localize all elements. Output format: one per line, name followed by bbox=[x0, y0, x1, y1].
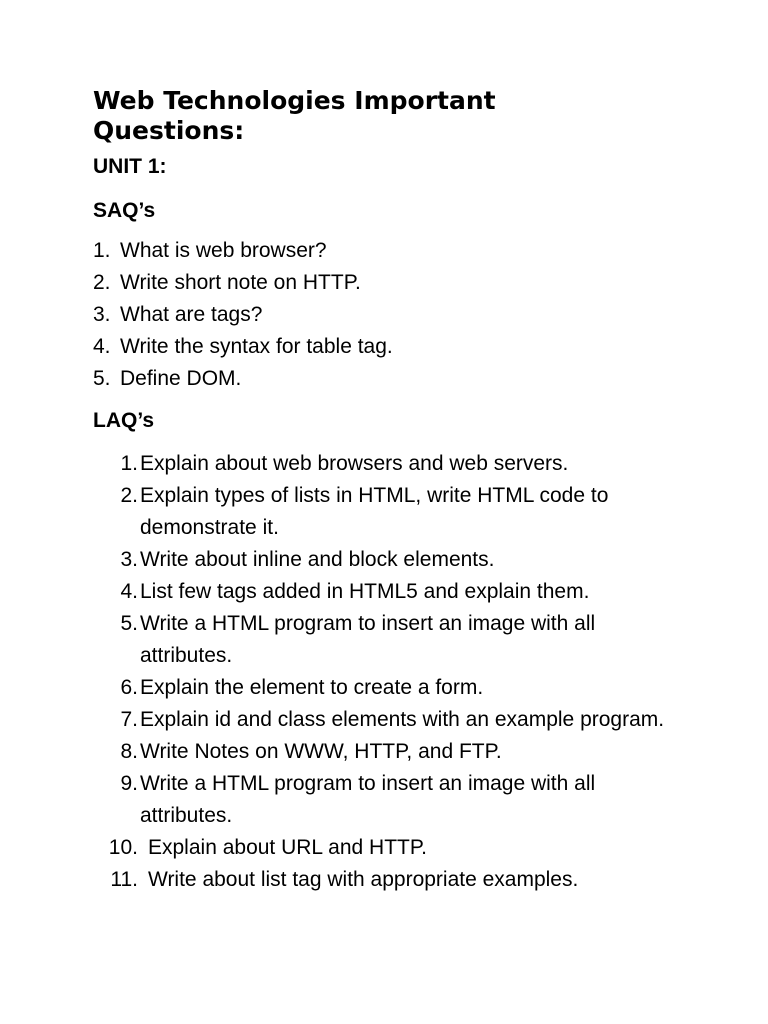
item-number: 10. bbox=[108, 836, 138, 859]
item-text: What are tags? bbox=[120, 303, 263, 326]
item-number: 2. bbox=[120, 484, 138, 507]
item-number: 9. bbox=[120, 772, 138, 795]
item-text: Write short note on HTTP. bbox=[120, 271, 361, 294]
item-text: Explain types of lists in HTML, write HTML code to demonstrate it. bbox=[140, 484, 609, 539]
saq-heading: SAQ’s bbox=[93, 199, 156, 222]
list-item bbox=[120, 768, 685, 832]
item-text: List few tags added in HTML5 and explain them. bbox=[140, 580, 590, 603]
item-text: Explain the element to create a form. bbox=[140, 676, 484, 699]
list-item bbox=[120, 608, 685, 672]
laq-heading: LAQ’s bbox=[93, 409, 155, 432]
item-text: Write about list tag with appropriate examples. bbox=[148, 868, 579, 891]
item-text: Define DOM. bbox=[120, 367, 242, 390]
list-item bbox=[93, 299, 693, 331]
unit-heading: UNIT 1: bbox=[93, 155, 167, 178]
list-item bbox=[120, 672, 685, 704]
item-number: 8. bbox=[120, 740, 138, 763]
item-text: Write Notes on WWW, HTTP, and FTP. bbox=[140, 740, 502, 763]
item-number: 3. bbox=[93, 303, 111, 326]
item-text: Explain about web browsers and web servers. bbox=[140, 452, 569, 475]
list-item bbox=[110, 864, 685, 896]
item-number: 4. bbox=[120, 580, 138, 603]
page-title: Web Technologies Important Questions: bbox=[93, 86, 496, 145]
list-item bbox=[120, 576, 685, 608]
item-number: 3. bbox=[120, 548, 138, 571]
item-number: 6. bbox=[120, 676, 138, 699]
item-number: 7. bbox=[120, 708, 138, 731]
list-item bbox=[120, 480, 685, 544]
item-number: 4. bbox=[93, 335, 111, 358]
item-text: Write the syntax for table tag. bbox=[120, 335, 393, 358]
list-item bbox=[93, 235, 693, 267]
item-text: Write about inline and block elements. bbox=[140, 548, 495, 571]
item-text: What is web browser? bbox=[120, 239, 327, 262]
item-number: 1. bbox=[93, 239, 111, 262]
item-number: 2. bbox=[93, 271, 111, 294]
item-text: Explain id and class elements with an example program. bbox=[140, 708, 665, 731]
item-number: 1. bbox=[120, 452, 138, 475]
laq-list bbox=[108, 448, 685, 896]
item-text: Write a HTML program to insert an image with all attributes. bbox=[140, 772, 596, 827]
list-item bbox=[108, 832, 685, 864]
list-item bbox=[93, 363, 693, 395]
item-number: 5. bbox=[120, 612, 138, 635]
list-item bbox=[93, 267, 693, 299]
saq-list bbox=[93, 235, 693, 395]
list-item bbox=[120, 544, 685, 576]
list-item bbox=[120, 448, 685, 480]
list-item bbox=[93, 331, 693, 363]
list-item bbox=[120, 704, 685, 736]
item-text: Explain about URL and HTTP. bbox=[148, 836, 427, 859]
item-number: 5. bbox=[93, 367, 111, 390]
item-number: 11. bbox=[110, 868, 138, 891]
list-item bbox=[120, 736, 685, 768]
item-text: Write a HTML program to insert an image with all attributes. bbox=[140, 612, 596, 667]
